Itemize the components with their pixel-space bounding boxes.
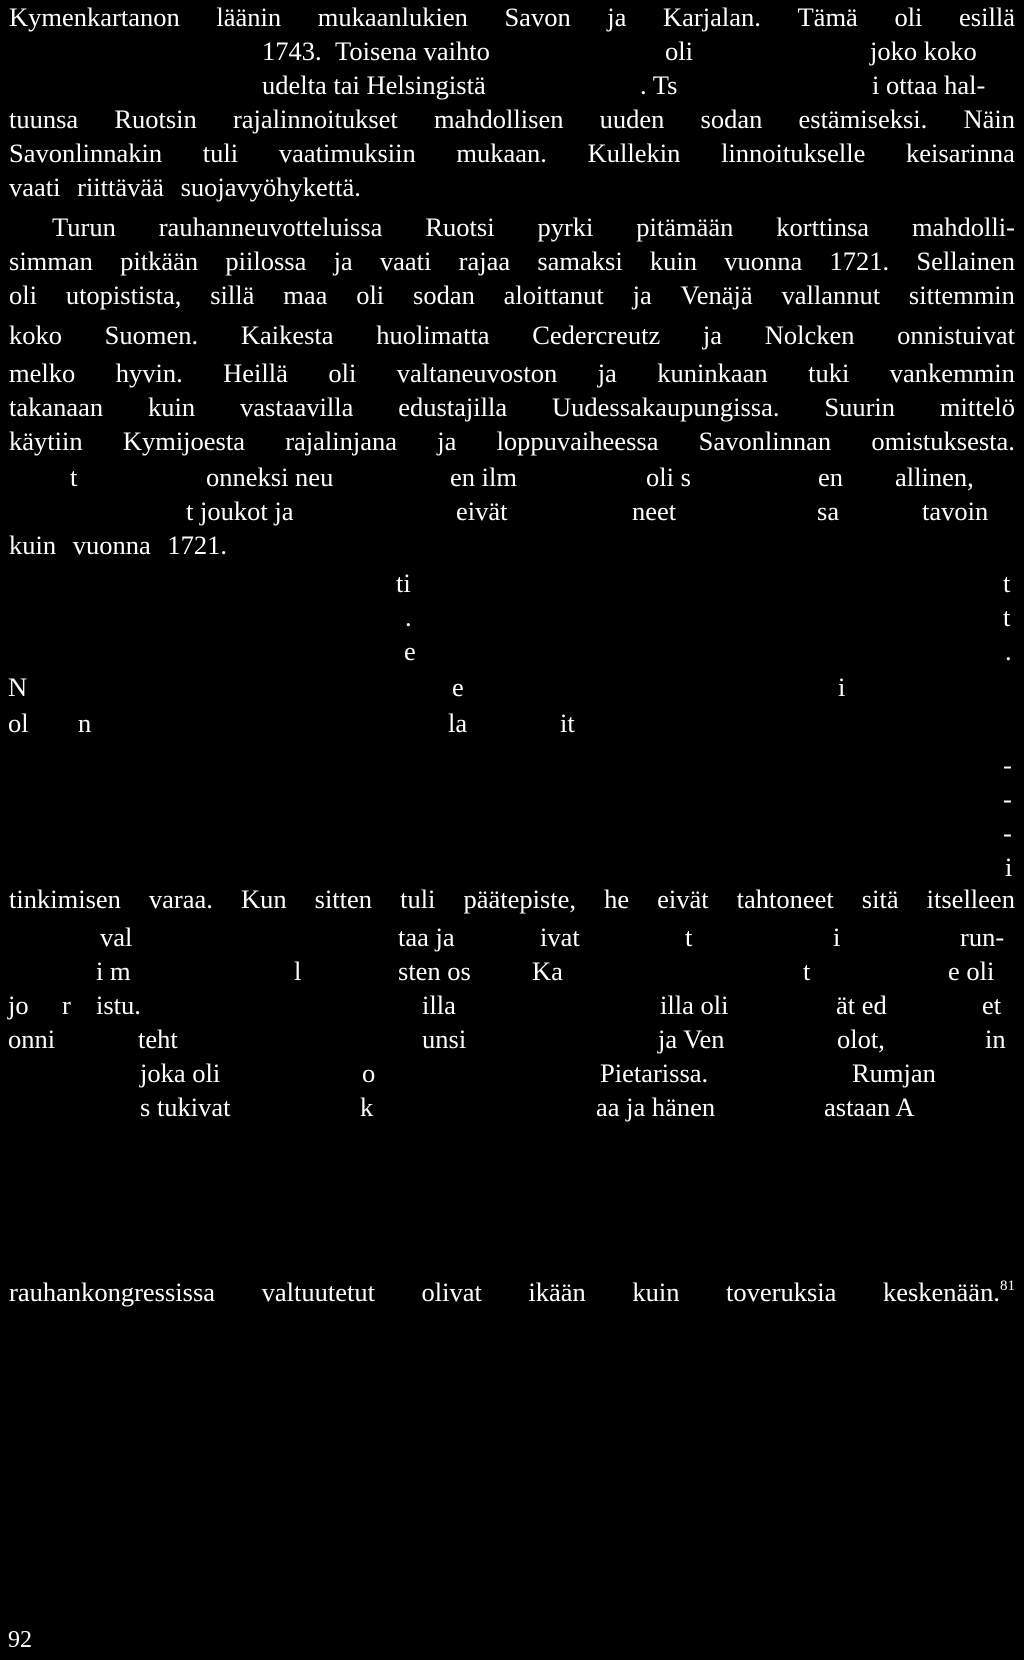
word: mahdolli- bbox=[911, 212, 1015, 242]
text-fragment: t bbox=[1003, 568, 1011, 598]
text-fragment: ol bbox=[8, 708, 29, 738]
word: pyrki bbox=[537, 212, 594, 242]
word: Tämä bbox=[797, 2, 858, 32]
text-fragment: s tukivat bbox=[140, 1092, 231, 1122]
word: sitten bbox=[314, 884, 373, 914]
text-line bbox=[9, 1275, 1015, 1309]
text-fragment: . Ts bbox=[640, 70, 678, 100]
word: onnistuivat bbox=[897, 320, 1015, 350]
text-fragment: joka oli bbox=[140, 1058, 221, 1088]
word: varaa. bbox=[148, 884, 213, 914]
word: Savon bbox=[504, 2, 571, 32]
word: kuin bbox=[632, 1277, 680, 1307]
word: 1721. bbox=[829, 246, 890, 276]
word: Suurin bbox=[824, 392, 896, 422]
word: simman bbox=[9, 246, 93, 276]
word: ja bbox=[607, 2, 627, 32]
word: vaati bbox=[9, 172, 61, 202]
text-fragment: ti bbox=[396, 568, 411, 598]
word: tinkimisen bbox=[9, 884, 121, 914]
text-fragment: Rumjan bbox=[852, 1058, 936, 1088]
text-line bbox=[9, 882, 1015, 916]
text-fragment: in bbox=[985, 1024, 1006, 1054]
word: sittemmin bbox=[908, 280, 1015, 310]
word: esillä bbox=[959, 2, 1015, 32]
text-fragment: . bbox=[1005, 636, 1012, 666]
text-fragment: en bbox=[818, 462, 844, 492]
word: sillä bbox=[210, 280, 255, 310]
word: Kun bbox=[240, 884, 287, 914]
text-line bbox=[9, 318, 1015, 352]
word: oli bbox=[9, 280, 37, 310]
word: huolimatta bbox=[376, 320, 490, 350]
word: vallannut bbox=[781, 280, 881, 310]
text-fragment: ivat bbox=[540, 922, 580, 952]
word: ja bbox=[597, 358, 617, 388]
word: kuin bbox=[148, 392, 196, 422]
page-number: 92 bbox=[8, 1627, 32, 1653]
word: vaati bbox=[379, 246, 432, 276]
text-line bbox=[9, 356, 1015, 390]
word: Savonlinnakin bbox=[9, 138, 163, 168]
text-fragment: taa ja bbox=[398, 922, 455, 952]
word-text: keskenään. bbox=[882, 1277, 1000, 1307]
word: mahdollisen bbox=[433, 104, 564, 134]
text-fragment: i bbox=[838, 672, 846, 702]
word: kuin bbox=[649, 246, 698, 276]
word: loppuvaiheessa bbox=[496, 426, 659, 456]
text-fragment: en ilm bbox=[450, 462, 517, 492]
text-fragment: udelta tai Helsingistä bbox=[262, 70, 486, 100]
word: Sellainen bbox=[916, 246, 1015, 276]
text-fragment: it bbox=[560, 708, 575, 738]
word: sitä bbox=[861, 884, 899, 914]
text-fragment: e bbox=[452, 672, 464, 702]
word: Kymenkartanon bbox=[9, 2, 180, 32]
word: Karjalan. bbox=[663, 2, 761, 32]
text-fragment: i ottaa hal- bbox=[872, 70, 986, 100]
word: Heillä bbox=[223, 358, 288, 388]
text-fragment: oli bbox=[665, 36, 693, 66]
word: Kaikesta bbox=[240, 320, 334, 350]
footnote-marker: 81 bbox=[999, 1278, 1015, 1294]
text-fragment: e bbox=[404, 636, 416, 666]
word: takanaan bbox=[9, 392, 104, 422]
word: Suomen. bbox=[104, 320, 199, 350]
text-fragment: et bbox=[982, 990, 1002, 1020]
word: estämiseksi. bbox=[798, 104, 928, 134]
word: maa bbox=[283, 280, 328, 310]
text-line bbox=[9, 0, 1015, 34]
text-fragment: eivät bbox=[456, 496, 508, 526]
word: he bbox=[604, 884, 630, 914]
text-fragment: joko koko bbox=[870, 36, 977, 66]
word: Cedercreutz bbox=[532, 320, 661, 350]
word: tuki bbox=[808, 358, 850, 388]
text-line bbox=[9, 102, 1015, 136]
word: edustajilla bbox=[398, 392, 508, 422]
text-fragment: - bbox=[1003, 750, 1012, 780]
text-fragment: run- bbox=[960, 922, 1005, 952]
word bbox=[883, 1275, 1015, 1309]
text-fragment: k bbox=[360, 1092, 374, 1122]
word: hyvin. bbox=[115, 358, 183, 388]
word: Ruotsi bbox=[425, 212, 495, 242]
text-fragment: e oli bbox=[948, 956, 995, 986]
word: omistuksesta. bbox=[871, 426, 1015, 456]
word: Kullekin bbox=[587, 138, 681, 168]
text-fragment: unsi bbox=[422, 1024, 467, 1054]
text-fragment: . bbox=[405, 602, 412, 632]
word: oli bbox=[328, 358, 357, 388]
text-fragment: t bbox=[1003, 602, 1011, 632]
text-fragment: illa oli bbox=[660, 990, 729, 1020]
word: vastaavilla bbox=[240, 392, 354, 422]
text-fragment: Pietarissa. bbox=[600, 1058, 709, 1088]
text-fragment: aa ja hänen bbox=[596, 1092, 716, 1122]
text-fragment: sa bbox=[817, 496, 840, 526]
word: Ruotsin bbox=[114, 104, 197, 134]
word: tuli bbox=[400, 884, 436, 914]
text-fragment: onneksi neu bbox=[206, 462, 334, 492]
word: ja bbox=[632, 280, 652, 310]
text-fragment: val bbox=[100, 922, 133, 952]
word: keisarinna bbox=[906, 138, 1015, 168]
text-fragment: ja Ven bbox=[658, 1024, 725, 1054]
word: pitämään bbox=[636, 212, 734, 242]
text-fragment: r bbox=[62, 990, 71, 1020]
word: Kymijoesta bbox=[122, 426, 245, 456]
word: toveruksia bbox=[726, 1277, 837, 1307]
word: rauhankongressissa bbox=[9, 1277, 216, 1307]
word: rajalinnoitukset bbox=[232, 104, 398, 134]
word: itselleen bbox=[926, 884, 1015, 914]
word: sodan bbox=[700, 104, 763, 134]
word: koko bbox=[9, 320, 62, 350]
word: vaatimuksiin bbox=[278, 138, 416, 168]
text-fragment: t bbox=[70, 462, 78, 492]
word: tuli bbox=[202, 138, 239, 168]
word: rajaa bbox=[458, 246, 511, 276]
text-fragment: istu. bbox=[96, 990, 141, 1020]
word: kuin bbox=[9, 530, 57, 560]
word: Nolcken bbox=[764, 320, 855, 350]
text-line bbox=[9, 278, 1015, 312]
word: ja bbox=[333, 246, 353, 276]
word: Turun bbox=[52, 212, 116, 242]
word: utopistista, bbox=[65, 280, 182, 310]
word: linnoitukselle bbox=[721, 138, 866, 168]
word: pitkään bbox=[120, 246, 199, 276]
text-fragment: neet bbox=[632, 496, 677, 526]
text-line bbox=[9, 244, 1015, 278]
word: Uudessakaupungissa. bbox=[552, 392, 780, 422]
word: eivät bbox=[657, 884, 709, 914]
word: mukaan. bbox=[456, 138, 547, 168]
text-fragment: teht bbox=[138, 1024, 178, 1054]
text-fragment: - bbox=[1003, 784, 1012, 814]
word: Savonlinnan bbox=[698, 426, 832, 456]
word: vuonna bbox=[72, 530, 151, 560]
word: olivat bbox=[421, 1277, 482, 1307]
word: mittelö bbox=[939, 392, 1015, 422]
word: vankemmin bbox=[889, 358, 1015, 388]
word: ja bbox=[437, 426, 457, 456]
text-fragment: la bbox=[448, 708, 468, 738]
word: Näin bbox=[963, 104, 1015, 134]
text-fragment: N bbox=[8, 672, 28, 702]
text-fragment: o bbox=[362, 1058, 376, 1088]
text-fragment: t joukot ja bbox=[186, 496, 294, 526]
text-fragment: l bbox=[294, 956, 302, 986]
word: tahtoneet bbox=[736, 884, 834, 914]
text-fragment: t bbox=[803, 956, 811, 986]
word: 1721. bbox=[167, 530, 228, 560]
text-line bbox=[9, 390, 1015, 424]
text-line bbox=[9, 424, 1015, 458]
text-fragment: i bbox=[833, 922, 841, 952]
text-fragment: jo bbox=[8, 990, 29, 1020]
word: päätepiste, bbox=[463, 884, 577, 914]
text-fragment: 1743. bbox=[262, 36, 322, 66]
word: ja bbox=[702, 320, 723, 350]
word: kuninkaan bbox=[657, 358, 768, 388]
word: aloittanut bbox=[503, 280, 604, 310]
text-fragment: olot, bbox=[837, 1024, 885, 1054]
text-fragment: astaan A bbox=[824, 1092, 915, 1122]
word: mukaanlukien bbox=[317, 2, 468, 32]
text-fragment: ät ed bbox=[836, 990, 887, 1020]
word: valtaneuvoston bbox=[396, 358, 558, 388]
word: tuunsa bbox=[9, 104, 79, 134]
word: sodan bbox=[413, 280, 475, 310]
word: suojavyöhykettä. bbox=[180, 172, 361, 202]
text-fragment: sten os bbox=[398, 956, 471, 986]
text-fragment: tavoin bbox=[922, 496, 989, 526]
word: läänin bbox=[216, 2, 282, 32]
word: oli bbox=[356, 280, 385, 310]
text-fragment: t bbox=[685, 922, 693, 952]
word: vuonna bbox=[724, 246, 803, 276]
text-fragment: onni bbox=[8, 1024, 56, 1054]
word: rauhanneuvotteluissa bbox=[158, 212, 383, 242]
text-fragment: oli s bbox=[646, 462, 691, 492]
word: valtuutetut bbox=[261, 1277, 375, 1307]
text-fragment: Toisena vaihto bbox=[335, 36, 490, 66]
word: rajalinjana bbox=[285, 426, 398, 456]
text-line bbox=[9, 136, 1015, 170]
text-fragment: Ka bbox=[532, 956, 563, 986]
word: piilossa bbox=[225, 246, 307, 276]
word: korttinsa bbox=[776, 212, 870, 242]
word: Venäjä bbox=[680, 280, 753, 310]
word: käytiin bbox=[9, 426, 83, 456]
text-fragment: illa bbox=[422, 990, 456, 1020]
word: oli bbox=[894, 2, 923, 32]
text-fragment: n bbox=[78, 708, 92, 738]
paragraph-first-line bbox=[52, 210, 1015, 244]
text-fragment: i m bbox=[96, 956, 131, 986]
text-fragment: i bbox=[1005, 852, 1013, 882]
text-line bbox=[9, 528, 1015, 562]
word: riittävää bbox=[77, 172, 164, 202]
text-line bbox=[9, 170, 1015, 204]
word: uuden bbox=[599, 104, 665, 134]
text-fragment: - bbox=[1003, 818, 1012, 848]
word: samaksi bbox=[537, 246, 623, 276]
word: ikään bbox=[528, 1277, 586, 1307]
text-fragment: allinen, bbox=[895, 462, 974, 492]
word: melko bbox=[9, 358, 76, 388]
